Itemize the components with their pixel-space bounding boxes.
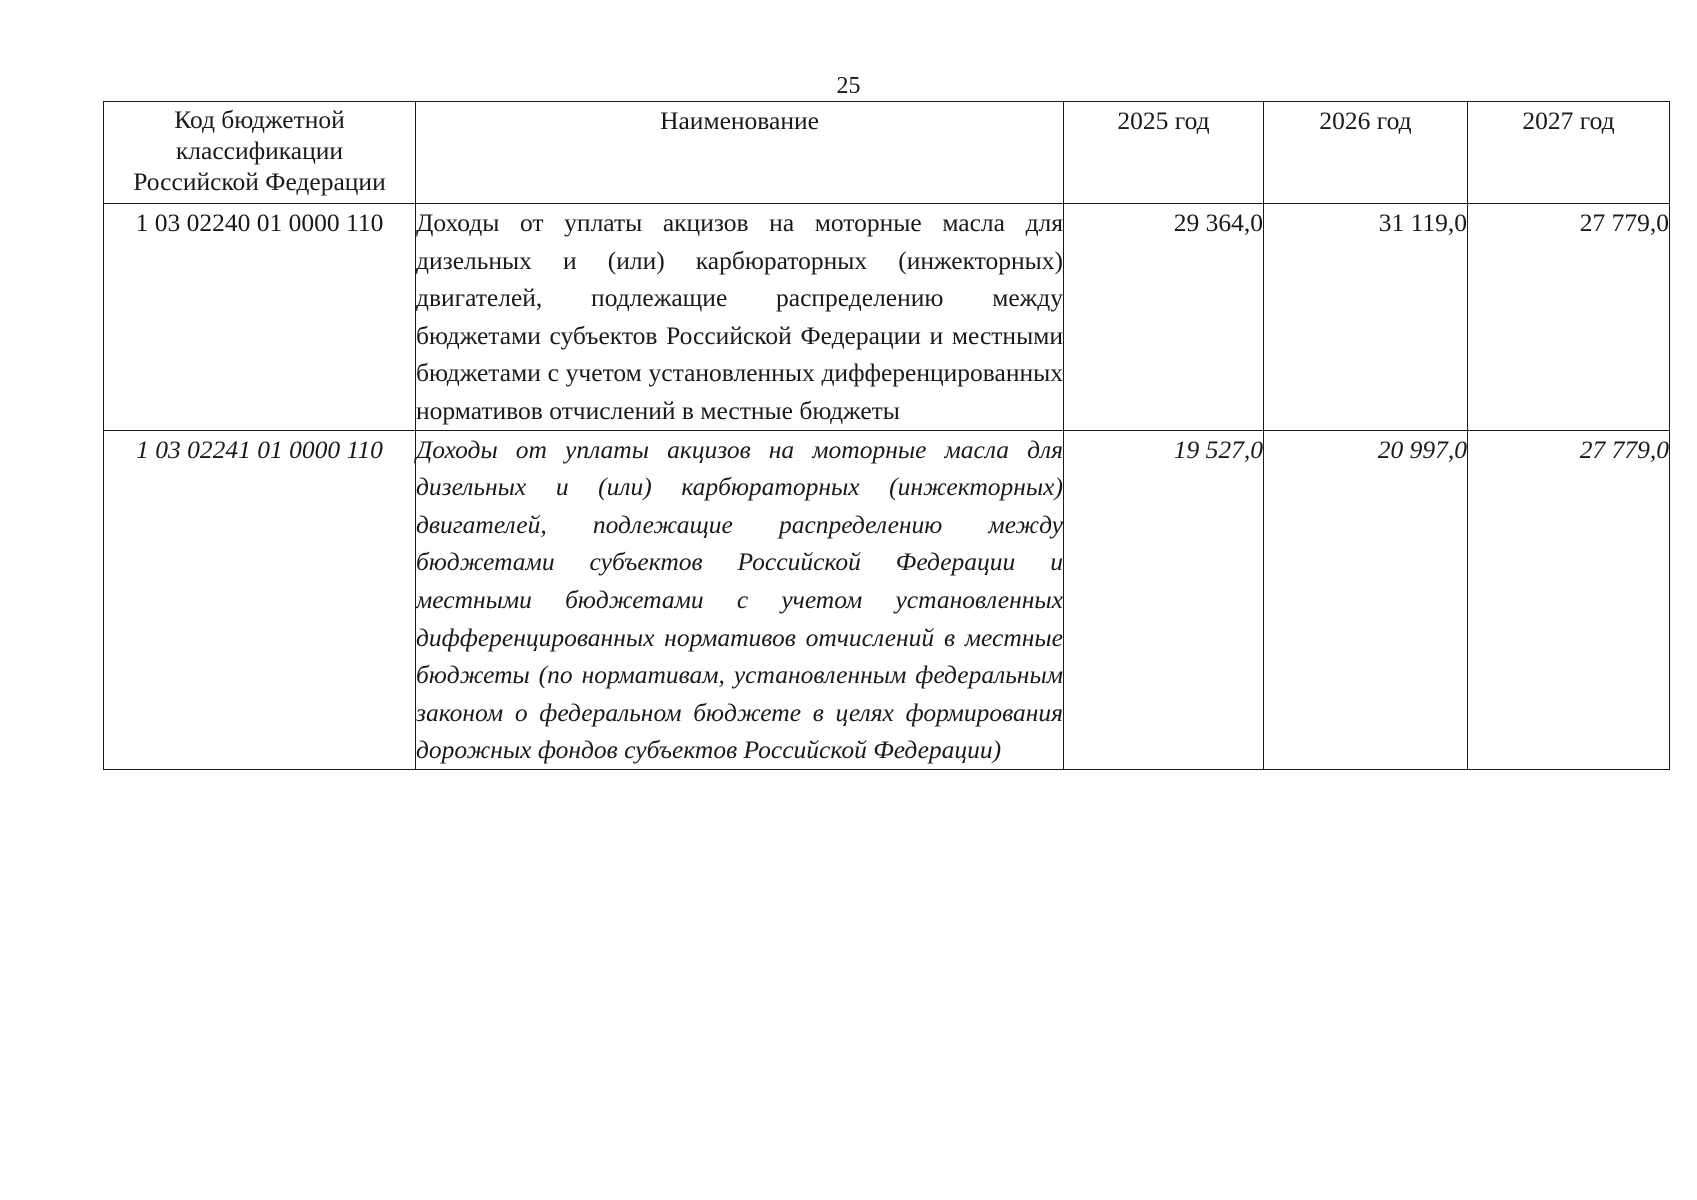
row-value-2025: 19 527,0: [1064, 430, 1264, 769]
row-value-2026: 31 119,0: [1264, 204, 1468, 431]
budget-table: [103, 101, 1670, 770]
header-code: Код бюджетной классификации Российской Федерации: [104, 102, 416, 204]
row-code: 1 03 02241 01 0000 110: [104, 430, 416, 769]
table-header: [104, 102, 1670, 204]
row-name: Доходы от уплаты акцизов на моторные масла для дизельных и (или) карбюраторных (инжекторных) двигателей, подлежащие распределению между бюджетами субъектов Российской Федерации и местными бюджетами с учетом установленных дифференцированных нормативов отчислений в местные бюджеты (по нормативам, установленным федеральным законом о федеральном бюджете в целях формирования дорожных фондов субъектов Российской Федерации): [416, 430, 1064, 769]
table-body: [104, 204, 1670, 770]
row-code: 1 03 02240 01 0000 110: [104, 204, 416, 431]
row-value-2027: 27 779,0: [1468, 430, 1670, 769]
header-name: Наименование: [416, 102, 1064, 204]
row-value-2027: 27 779,0: [1468, 204, 1670, 431]
header-year-2025: 2025 год: [1064, 102, 1264, 204]
row-value-2025: 29 364,0: [1064, 204, 1264, 431]
page-number: 25: [836, 73, 861, 99]
header-year-2027: 2027 год: [1468, 102, 1670, 204]
header-year-2026: 2026 год: [1264, 102, 1468, 204]
row-name: Доходы от уплаты акцизов на моторные масла для дизельных и (или) карбюраторных (инжекторных) двигателей, подлежащие распределению между бюджетами субъектов Российской Федерации и местными бюджетами с учетом установленных дифференцированных нормативов отчислений в местные бюджеты: [416, 204, 1064, 431]
row-value-2026: 20 997,0: [1264, 430, 1468, 769]
table-row: [104, 430, 1670, 769]
header-row: [104, 102, 1670, 204]
table-row: [104, 204, 1670, 431]
